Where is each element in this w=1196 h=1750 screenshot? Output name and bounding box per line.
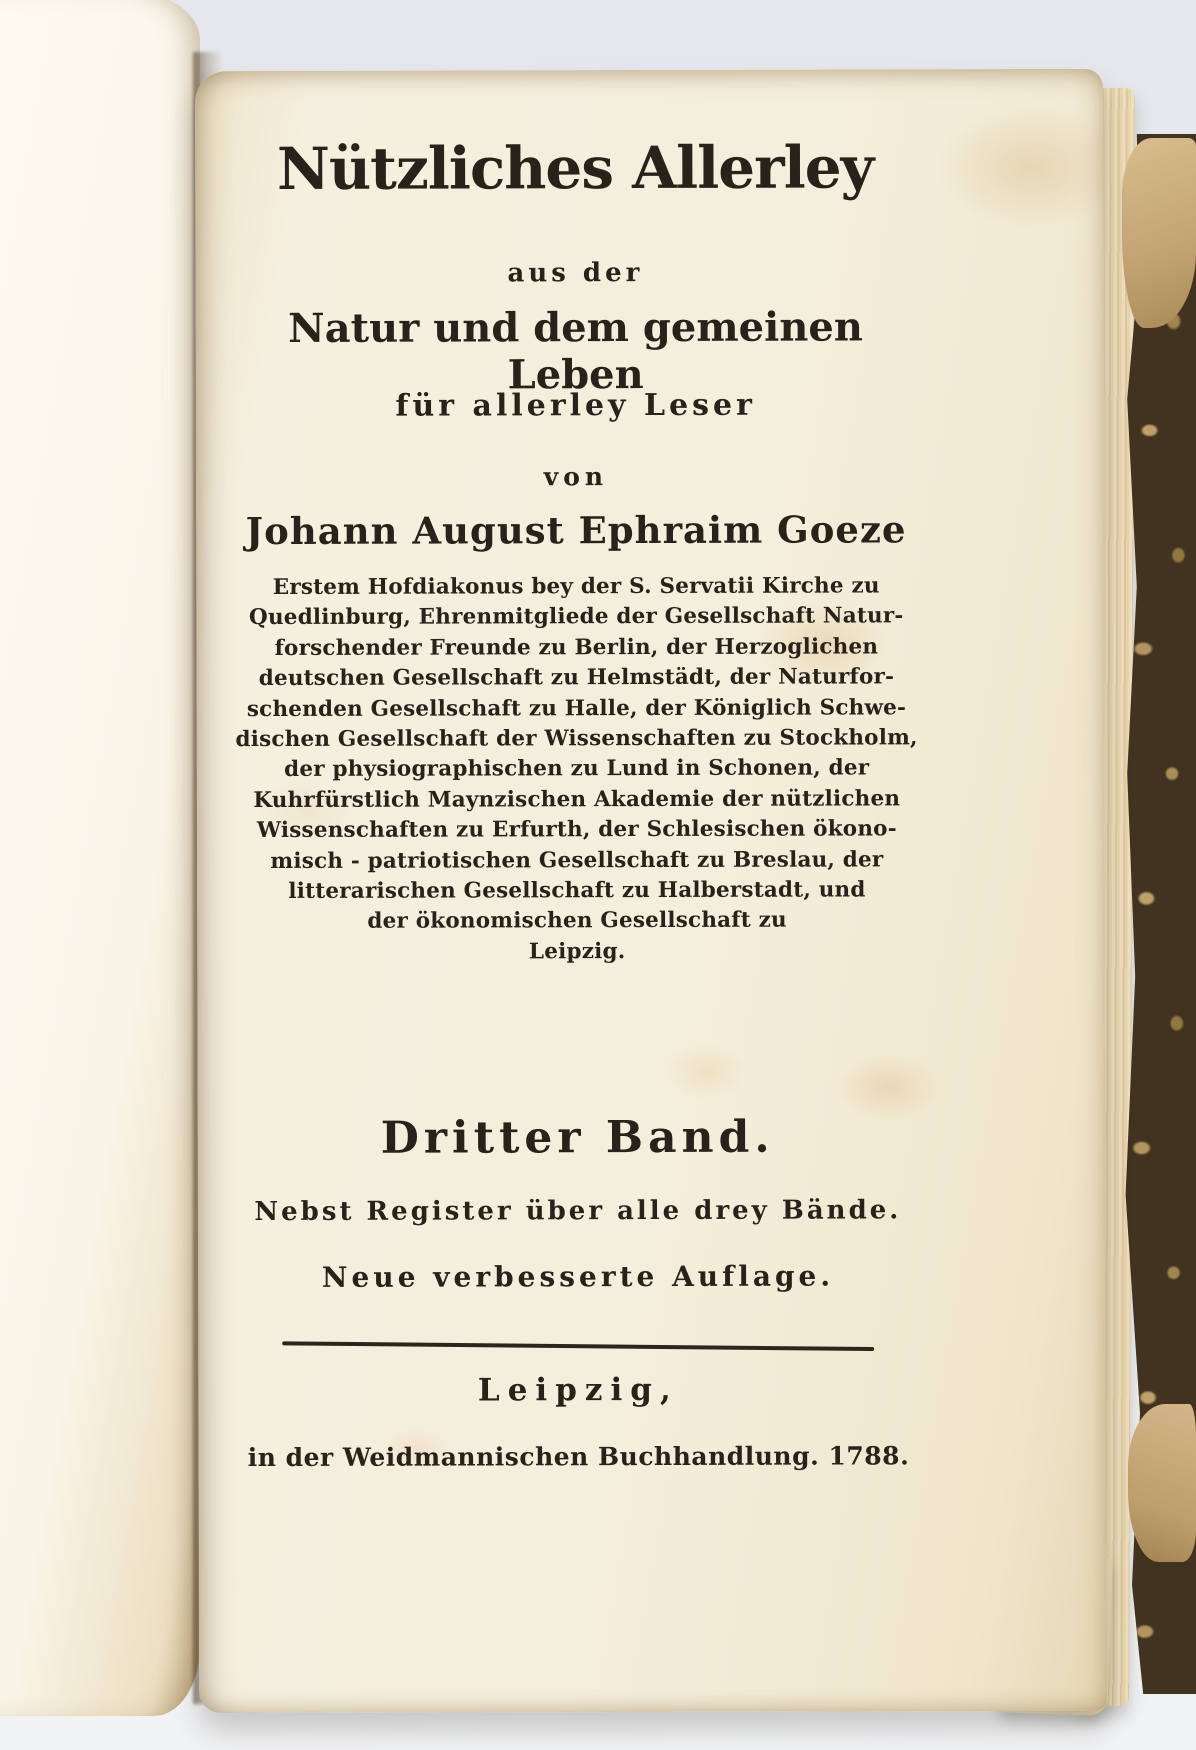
title-page-text bbox=[229, 69, 921, 1473]
book-title: Nützliches Allerley bbox=[276, 133, 874, 203]
subtitle-leser: für allerley Leser bbox=[395, 387, 756, 424]
affiliation-line: dischen Gesellschaft der Wissenschaften zu Stockholm, bbox=[235, 725, 918, 753]
subtitle-natur: Natur und dem gemeinen Leben bbox=[288, 303, 863, 399]
affiliation-line: Wissenschaften zu Erfurth, der Schlesischen ökono- bbox=[256, 816, 897, 844]
cover-wear-patch-bottom bbox=[1128, 1404, 1196, 1562]
affiliation-line: Leipzig. bbox=[528, 938, 626, 965]
byline-von: von bbox=[543, 462, 609, 492]
subtitle-aus-der: aus der bbox=[507, 258, 644, 289]
imprint-divider bbox=[232, 1343, 924, 1348]
facing-page bbox=[0, 0, 200, 1716]
affiliation-line: Quedlinburg, Ehrenmitgliede der Gesellschaft Natur- bbox=[249, 603, 904, 631]
title-page bbox=[195, 69, 1107, 1713]
affiliation-line: deutschen Gesellschaft zu Helmstädt, der Naturfor- bbox=[258, 664, 895, 692]
author-affiliations bbox=[230, 571, 923, 968]
affiliation-line: forschender Freunde zu Berlin, der Herzoglichen bbox=[274, 634, 879, 661]
affiliation-line: litterarischen Gesellschaft zu Halberstadt, und bbox=[288, 877, 866, 905]
imprint-city: Leipzig, bbox=[477, 1371, 679, 1409]
affiliation-line: schenden Gesellschaft zu Halle, der Königlich Schwe- bbox=[246, 694, 907, 722]
author-name: Johann August Ephraim Goeze bbox=[245, 507, 907, 554]
affiliation-line: der physiographischen zu Lund in Schonen, der bbox=[284, 755, 870, 783]
divider-line bbox=[282, 1341, 874, 1350]
cover-wear-patch-top bbox=[1122, 138, 1196, 328]
register-note: Nebst Register über alle drey Bände. bbox=[254, 1195, 902, 1228]
imprint-publisher: in der Weidmannischen Buchhandlung. 1788. bbox=[247, 1441, 910, 1473]
affiliation-line: der ökonomischen Gesellschaft zu bbox=[367, 908, 787, 935]
affiliation-line: Kuhrfürstlich Maynzischen Akademie der nützlichen bbox=[253, 786, 901, 813]
affiliation-line: misch - patriotischen Gesellschaft zu Breslau, der bbox=[270, 847, 884, 874]
volume-label: Dritter Band. bbox=[380, 1111, 775, 1164]
edition-note: Neue verbesserte Auflage. bbox=[321, 1259, 835, 1294]
affiliation-line: Erstem Hofdiakonus bey der S. Servatii Kirche zu bbox=[272, 573, 880, 600]
